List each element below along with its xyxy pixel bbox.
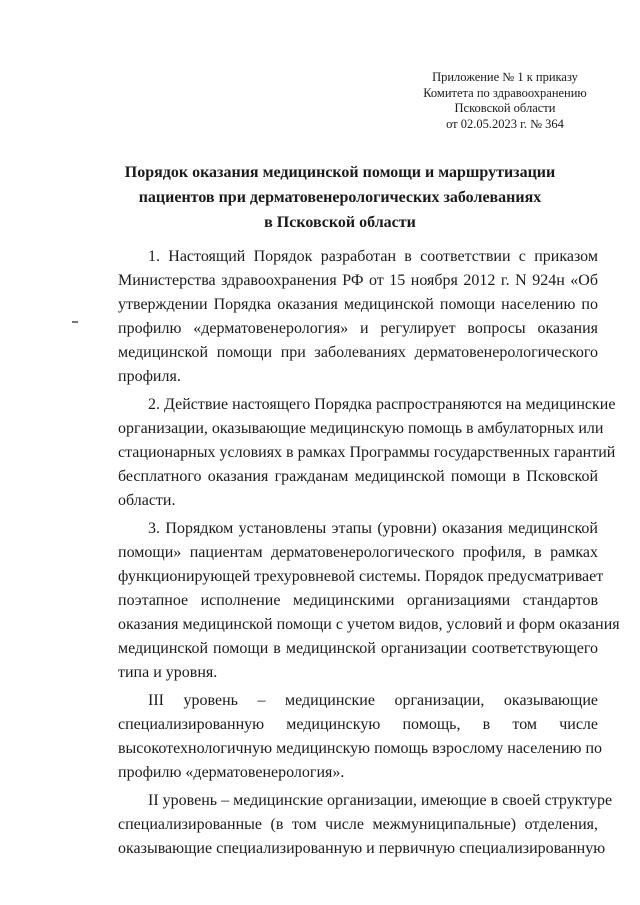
header-line: Псковской области bbox=[454, 101, 556, 115]
document-title bbox=[100, 160, 580, 235]
text-line: организации, оказывающие медицинскую помощь в амбулаторных или bbox=[118, 420, 604, 437]
header-line: от 02.05.2023 г. № 364 bbox=[446, 116, 564, 131]
text-line: профилю «дерматовенерология» и регулирует вопросы оказания bbox=[118, 320, 598, 337]
title-line: Порядок оказания медицинской помощи и маршрутизации bbox=[124, 164, 556, 181]
document-body bbox=[88, 245, 620, 865]
paragraph-level-3 bbox=[88, 689, 603, 785]
paragraph-level-2 bbox=[88, 789, 613, 861]
text-line: 3. Порядком установлены этапы (уровни) оказания медицинской bbox=[148, 520, 598, 537]
header-line: Приложение № 1 к приказу bbox=[432, 70, 578, 84]
text-line: утверждении Порядка оказания медицинской помощи населению по bbox=[118, 296, 598, 313]
text-line: типа и уровня. bbox=[118, 664, 218, 681]
paragraph-3 bbox=[88, 517, 620, 685]
paragraph-1 bbox=[88, 245, 598, 389]
text-line: стационарных условиях в рамках Программы государственных гарантий bbox=[118, 444, 616, 461]
text-line: поэтапное исполнение медицинскими организациями стандартов bbox=[118, 592, 598, 609]
text-line: оказания медицинской помощи с учетом видов, условий и форм оказания bbox=[118, 616, 620, 633]
text-line: помощи» пациентам дерматовенерологического профиля, в рамках bbox=[118, 544, 598, 561]
title-line: в Псковской области bbox=[264, 214, 416, 231]
text-line: бесплатного оказания гражданам медицинской помощи в Псковской bbox=[118, 468, 598, 485]
text-line: 1. Настоящий Порядок разработан в соответствии с приказом bbox=[148, 248, 598, 265]
margin-mark bbox=[72, 321, 78, 323]
header-line: Комитета по здравоохранению bbox=[423, 85, 587, 100]
text-line: профиля. bbox=[118, 368, 181, 385]
text-line: медицинской помощи в медицинской организации соответствующего bbox=[118, 640, 598, 657]
text-line: III уровень – медицинские организации, оказывающие bbox=[148, 692, 598, 709]
text-line: II уровень – медицинские организации, имеющие в своей структуре bbox=[148, 792, 613, 809]
text-line: Министерства здравоохранения РФ от 15 ноября 2012 г. N 924н «Об bbox=[118, 272, 598, 289]
text-line: высокотехнологичную медицинскую помощь взрослому населению по bbox=[118, 740, 603, 757]
appendix-header bbox=[400, 70, 610, 132]
text-line: профилю «дерматовенерология». bbox=[118, 764, 345, 781]
text-line: 2. Действие настоящего Порядка распространяются на медицинские bbox=[148, 396, 616, 413]
text-line: области. bbox=[118, 492, 176, 509]
text-line: медицинской помощи при заболеваниях дерматовенерологического bbox=[118, 344, 598, 361]
title-line: пациентов при дерматовенерологических заболеваниях bbox=[138, 189, 542, 206]
text-line: оказывающие специализированную и первичную специализированную bbox=[118, 840, 606, 857]
text-line: функционирующей трехуровневой системы. Порядок предусматривает bbox=[118, 568, 604, 585]
text-line: специализированную медицинскую помощь, в том числе bbox=[118, 716, 598, 733]
text-line: специализированные (в том числе межмуниципальные) отделения, bbox=[118, 816, 598, 833]
paragraph-2 bbox=[88, 393, 616, 513]
